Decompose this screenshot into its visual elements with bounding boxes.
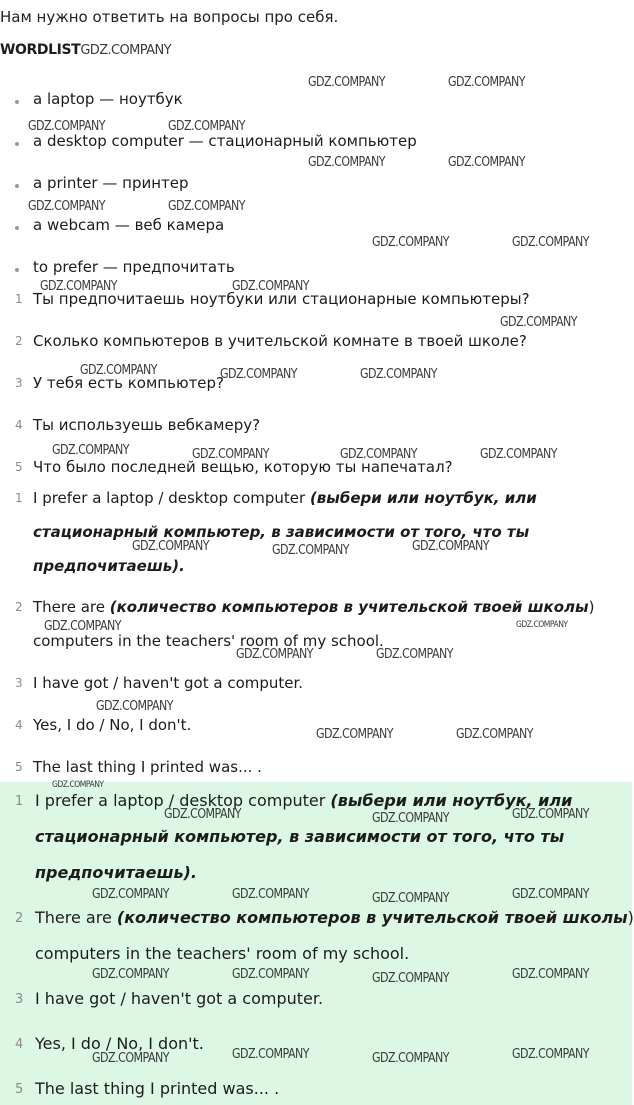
answer-text: I prefer a laptop / desktop computer bbox=[33, 489, 310, 507]
answer-note: стационарный компьютер, в зависимости от того, что ты bbox=[35, 827, 565, 846]
watermark: GDZ.COMPANY bbox=[232, 1047, 310, 1062]
watermark: GDZ.COMPANY bbox=[376, 647, 454, 662]
watermark: GDZ.COMPANY bbox=[412, 539, 490, 554]
watermark: GDZ.COMPANY bbox=[164, 807, 242, 822]
watermark: GDZ.COMPANY bbox=[512, 807, 590, 822]
answer-number: 2 bbox=[15, 600, 23, 614]
watermark: GDZ.COMPANY bbox=[512, 235, 590, 250]
answer-number: 3 bbox=[15, 676, 23, 690]
word-item: a webcam — веб камера bbox=[33, 216, 225, 234]
watermark: GDZ.COMPANY bbox=[232, 887, 310, 902]
question-number: 2 bbox=[15, 334, 23, 348]
answer-line: Yes, I do / No, I don't. bbox=[33, 716, 192, 734]
watermark: GDZ.COMPANY bbox=[192, 447, 270, 462]
answer-number: 4 bbox=[15, 718, 23, 732]
watermark: GDZ.COMPANY bbox=[448, 155, 526, 170]
question-number: 5 bbox=[15, 460, 23, 474]
word-item: a desktop computer — стационарный компьютер bbox=[33, 132, 417, 150]
answer-text: There are bbox=[33, 598, 110, 616]
bullet bbox=[15, 268, 19, 272]
watermark: GDZ.COMPANY bbox=[512, 887, 590, 902]
watermark: GDZ.COMPANY bbox=[480, 447, 558, 462]
answer-note: (выбери или ноутбук, или bbox=[330, 791, 573, 810]
watermark: GDZ.COMPANY bbox=[308, 155, 386, 170]
watermark: GDZ.COMPANY bbox=[92, 967, 170, 982]
word-item: to prefer — предпочитать bbox=[33, 258, 235, 276]
answer-number: 1 bbox=[15, 794, 24, 809]
watermark: GDZ.COMPANY bbox=[28, 119, 106, 134]
watermark: GDZ.COMPANY bbox=[80, 363, 158, 378]
answer-line: I have got / haven't got a computer. bbox=[35, 989, 324, 1008]
watermark: GDZ.COMPANY bbox=[236, 647, 314, 662]
watermark: GDZ.COMPANY bbox=[132, 539, 210, 554]
question-text: Сколько компьютеров в учительской комнате в твоей школе? bbox=[33, 332, 527, 350]
answer-line bbox=[33, 598, 594, 616]
watermark: GDZ.COMPANY bbox=[372, 891, 450, 906]
answer-text: I prefer a laptop / desktop computer bbox=[35, 791, 331, 810]
bullet bbox=[15, 184, 19, 188]
watermark: GDZ.COMPANY bbox=[220, 367, 298, 382]
watermark: GDZ.COMPANY bbox=[28, 199, 106, 214]
bullet bbox=[15, 226, 19, 230]
watermark: GDZ.COMPANY bbox=[168, 119, 246, 134]
wordlist-label: WORDLIST bbox=[0, 42, 81, 58]
answer-number: 5 bbox=[15, 760, 23, 774]
question-number: 4 bbox=[15, 418, 23, 432]
watermark: GDZ.COMPANY bbox=[360, 367, 438, 382]
answer-line: The last thing I printed was... . bbox=[33, 758, 262, 776]
watermark: GDZ.COMPANY bbox=[232, 279, 310, 294]
answer-line bbox=[35, 908, 634, 927]
answer-number: 4 bbox=[15, 1037, 24, 1052]
watermark: GDZ.COMPANY bbox=[316, 727, 394, 742]
watermark: GDZ.COMPANY bbox=[512, 967, 590, 982]
answer-note: стационарный компьютер, в зависимости от того, что ты bbox=[33, 523, 530, 541]
watermark: GDZ.COMPANY bbox=[80, 43, 171, 58]
answer-number: 5 bbox=[15, 1082, 24, 1097]
watermark: GDZ.COMPANY bbox=[500, 315, 578, 330]
question-text: У тебя есть компьютер? bbox=[33, 374, 225, 392]
bullet bbox=[15, 100, 19, 104]
answer-note: предпочитаешь). bbox=[33, 557, 185, 575]
answer-line: I have got / haven't got a computer. bbox=[33, 674, 304, 692]
watermark: GDZ.COMPANY bbox=[372, 1051, 450, 1066]
answer-line bbox=[33, 557, 185, 575]
watermark: GDZ.COMPANY bbox=[516, 620, 568, 630]
answer-note: (количество компьютеров в учительской твоей школы bbox=[116, 908, 628, 927]
watermark: GDZ.COMPANY bbox=[372, 811, 450, 826]
watermark: GDZ.COMPANY bbox=[372, 971, 450, 986]
answer-line bbox=[33, 489, 537, 507]
watermark: GDZ.COMPANY bbox=[340, 447, 418, 462]
watermark: GDZ.COMPANY bbox=[448, 75, 526, 90]
answer-line: computers in the teachers' room of my school. bbox=[33, 632, 384, 650]
watermark: GDZ.COMPANY bbox=[512, 1047, 590, 1062]
watermark: GDZ.COMPANY bbox=[232, 967, 310, 982]
intro-text: Нам нужно ответить на вопросы про себя. bbox=[0, 8, 339, 26]
bullet bbox=[15, 142, 19, 146]
watermark: GDZ.COMPANY bbox=[92, 887, 170, 902]
question-text: Ты используешь вебкамеру? bbox=[33, 416, 261, 434]
watermark: GDZ.COMPANY bbox=[308, 75, 386, 90]
answer-line: computers in the teachers' room of my school. bbox=[35, 944, 410, 963]
word-item: a printer — принтер bbox=[33, 174, 189, 192]
watermark: GDZ.COMPANY bbox=[52, 443, 130, 458]
watermark: GDZ.COMPANY bbox=[372, 235, 450, 250]
watermark: GDZ.COMPANY bbox=[272, 543, 350, 558]
answer-note: (количество компьютеров в учительской твоей школы bbox=[109, 598, 589, 616]
watermark: GDZ.COMPANY bbox=[96, 699, 174, 714]
answer-line bbox=[35, 863, 197, 882]
watermark: GDZ.COMPANY bbox=[168, 199, 246, 214]
question-text: Что было последней вещью, которую ты напечатал? bbox=[33, 458, 453, 476]
watermark: GDZ.COMPANY bbox=[456, 727, 534, 742]
question-number: 1 bbox=[15, 292, 23, 306]
answer-text: ) bbox=[588, 598, 595, 616]
answer-number: 2 bbox=[15, 911, 24, 926]
watermark: GDZ.COMPANY bbox=[52, 780, 104, 790]
answer-number: 1 bbox=[15, 491, 23, 505]
wordlist-heading bbox=[0, 42, 171, 58]
answer-note: предпочитаешь). bbox=[35, 863, 197, 882]
answer-text: ) bbox=[627, 908, 634, 927]
watermark: GDZ.COMPANY bbox=[44, 619, 122, 634]
answer-text: There are bbox=[35, 908, 117, 927]
answer-line: The last thing I printed was... . bbox=[35, 1079, 280, 1098]
question-number: 3 bbox=[15, 376, 23, 390]
question-text: Ты предпочитаешь ноутбуки или стационарные компьютеры? bbox=[33, 290, 530, 308]
answer-line bbox=[35, 791, 572, 810]
watermark: GDZ.COMPANY bbox=[92, 1051, 170, 1066]
answer-line: Yes, I do / No, I don't. bbox=[35, 1034, 204, 1053]
watermark: GDZ.COMPANY bbox=[40, 279, 118, 294]
answer-line bbox=[35, 827, 564, 846]
word-item: a laptop — ноутбук bbox=[33, 90, 183, 108]
answer-number: 3 bbox=[15, 992, 24, 1007]
answer-note: (выбери или ноутбук, или bbox=[309, 489, 537, 507]
